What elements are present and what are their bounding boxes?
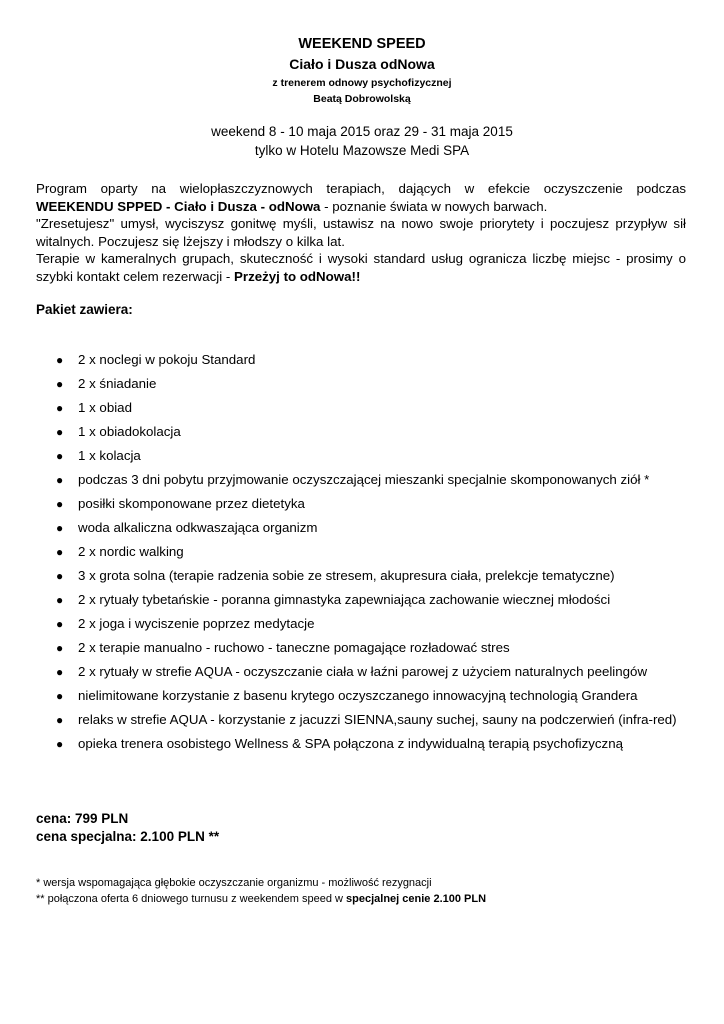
bullet-icon: ●: [56, 425, 64, 439]
document-subtitle: Ciało i Dusza odNowa: [289, 56, 435, 72]
event-location: tylko w Hotelu Mazowsze Medi SPA: [254, 143, 470, 158]
bullet-icon: ●: [56, 473, 64, 487]
list-item: [36, 420, 696, 444]
list-item: [36, 468, 696, 492]
event-dates: weekend 8 - 10 maja 2015 oraz 29 - 31 maja 2015: [211, 124, 513, 139]
intro-paragraph-3-text: Terapie w kameralnych grupach, skuteczność i wysoki standard usług ogranicza liczbę miejsc - prosimy o szybki kontakt celem rezerwacji -: [36, 251, 686, 284]
list-item-text: podczas 3 dni pobytu przyjmowanie oczyszczającej mieszanki specjalnie skomponowanych ziół *: [78, 472, 650, 487]
list-item: [36, 372, 696, 396]
bullet-icon: ●: [56, 617, 64, 631]
list-item: [36, 660, 696, 684]
list-item: [36, 684, 696, 708]
footnote-2-bold: specjalnej cenie 2.100 PLN: [346, 893, 487, 905]
bullet-icon: ●: [56, 521, 64, 535]
list-item: [36, 540, 696, 564]
bullet-icon: ●: [56, 641, 64, 655]
special-price: cena specjalna: 2.100 PLN **: [36, 829, 220, 844]
list-item-text: 2 x noclegi w pokoju Standard: [78, 352, 256, 367]
list-item-text: 3 x grota solna (terapie radzenia sobie ze stresem, akupresura ciała, prelekcje tematyczne): [78, 568, 615, 583]
footnote-1: * wersja wspomagająca głębokie oczyszczanie organizmu - możliwość rezygnacji: [36, 877, 432, 889]
package-heading: Pakiet zawiera:: [36, 302, 133, 317]
bullet-icon: ●: [56, 377, 64, 391]
intro-bold-name: WEEKENDU SPPED - Ciało i Dusza - odNowa: [36, 198, 321, 214]
bullet-icon: ●: [56, 545, 64, 559]
list-item-text: opieka trenera osobistego Wellness & SPA połączona z indywidualną terapią psychofizyczną: [78, 736, 623, 751]
document-title: WEEKEND SPEED: [298, 36, 426, 52]
intro-paragraph-3: [36, 250, 686, 285]
list-item-text: nielimitowane korzystanie z basenu krytego oczyszczanego innowacyjną technologią Grandera: [78, 688, 638, 703]
intro-section: [36, 180, 686, 286]
intro-paragraph-1b: [36, 198, 686, 216]
list-item: [36, 396, 696, 420]
list-item-text: 2 x rytuały w strefie AQUA - oczyszczanie ciała w łaźni parowej z użyciem naturalnych peelingów: [78, 664, 648, 679]
bullet-icon: ●: [56, 569, 64, 583]
footnote-2: [36, 893, 486, 905]
list-item-text: 1 x kolacja: [78, 448, 141, 463]
list-item-text: 2 x joga i wyciszenie poprzez medytacje: [78, 616, 315, 631]
bullet-icon: ●: [56, 401, 64, 415]
bullet-icon: ●: [56, 497, 64, 511]
list-item: [36, 564, 696, 588]
list-item: [36, 348, 696, 372]
list-item-text: 2 x śniadanie: [78, 376, 157, 391]
list-item: [36, 612, 696, 636]
bullet-icon: ●: [56, 689, 64, 703]
list-item-text: 2 x terapie manualno - ruchowo - taneczne pomagające rozładować stres: [78, 640, 510, 655]
bullet-icon: ●: [56, 737, 64, 751]
list-item-text: 2 x nordic walking: [78, 544, 184, 559]
bullet-icon: ●: [56, 665, 64, 679]
bullet-icon: ●: [56, 449, 64, 463]
footnote-2-text: ** połączona oferta 6 dniowego turnusu z weekendem speed w: [36, 893, 347, 905]
bullet-icon: ●: [56, 353, 64, 367]
list-item: [36, 588, 696, 612]
bullet-icon: ●: [56, 593, 64, 607]
price: cena: 799 PLN: [36, 811, 129, 826]
trainer-line: z trenerem odnowy psychofizycznej: [272, 77, 452, 89]
list-item: [36, 636, 696, 660]
list-item-text: woda alkaliczna odkwaszająca organizm: [78, 520, 318, 535]
list-item: [36, 708, 696, 732]
list-item-text: 1 x obiad: [78, 400, 132, 415]
list-item-text: 1 x obiadokolacja: [78, 424, 181, 439]
bullet-icon: ●: [56, 713, 64, 727]
list-item-text: posiłki skomponowane przez dietetyka: [78, 496, 305, 511]
intro-paragraph-2: "Zresetujesz" umysł, wyciszysz gonitwę myśli, ustawisz na nowo swoje priorytety i poczujesz przypływ sił witalnych. Poczujesz się lżejszy i młodszy o kilka lat.: [36, 216, 686, 249]
intro-cta: Przeżyj to odNowa!!: [234, 268, 361, 284]
package-list: [36, 348, 696, 756]
list-item: [36, 516, 696, 540]
intro-paragraph-1a: Program oparty na wielopłaszczyznowych terapiach, dających w efekcie oczyszczenie podczas: [36, 181, 686, 196]
list-item-text: relaks w strefie AQUA - korzystanie z jacuzzi SIENNA,sauny suchej, sauny na podczerwień (infra-red): [78, 712, 677, 727]
trainer-name: Beatą Dobrowolską: [313, 93, 411, 105]
list-item: [36, 492, 696, 516]
list-item: [36, 444, 696, 468]
intro-paragraph-1-rest: - poznanie świata w nowych barwach.: [320, 198, 548, 214]
list-item: [36, 732, 696, 756]
list-item-text: 2 x rytuały tybetańskie - poranna gimnastyka zapewniająca zachowanie wiecznej młodości: [78, 592, 611, 607]
